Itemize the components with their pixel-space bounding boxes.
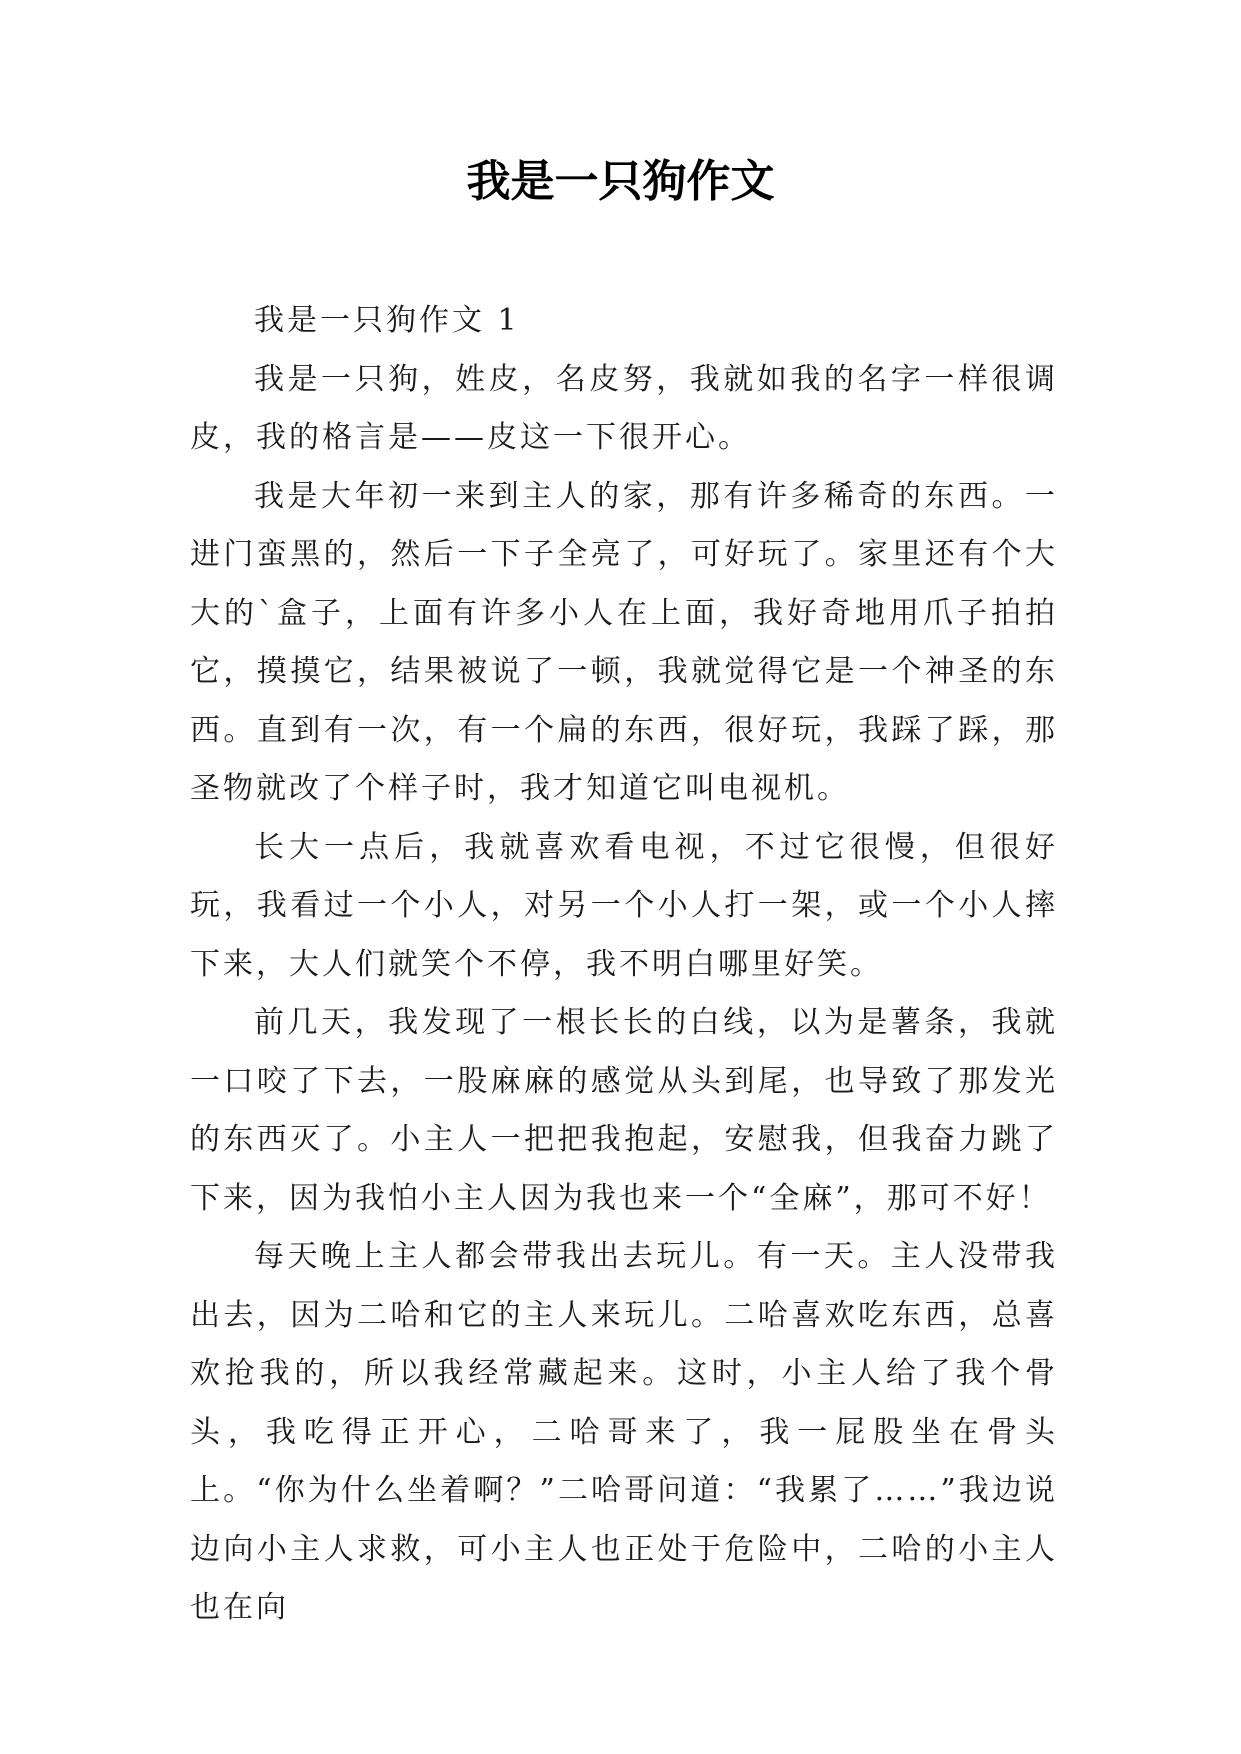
paragraph: 长大一点后，我就喜欢看电视，不过它很慢，但很好玩，我看过一个小人，对另一个小人打一架，或一个小人摔下来，大人们就笑个不停，我不明白哪里好笑。 (190, 829, 1058, 982)
paragraph: 前几天，我发现了一根长长的白线，以为是薯条，我就一口咬了下去，一股麻麻的感觉从头到尾，也导致了那发光的东西灭了。小主人一把把我抱起，安慰我，但我奋力跳了下来，因为我怕小主人因为我也来一个“全麻”，那可不好！ (190, 1005, 1058, 1216)
paragraph: 我是大年初一来到主人的家，那有许多稀奇的东西。一进门蛮黑的，然后一下子全亮了，可好玩了。家里还有个大大的`盒子，上面有许多小人在上面，我好奇地用爪子拍拍它，摸摸它，结果被说了一顿，我就觉得它是一个神圣的东西。直到有一次，有一个扁的东西，很好玩，我踩了踩，那圣物就改了个样子时，我才知道它叫电视机。 (190, 478, 1058, 806)
paragraph: 我是一只狗，姓皮，名皮努，我就如我的名字一样很调皮，我的格言是——皮这一下很开心。 (190, 361, 1058, 455)
paragraph: 每天晚上主人都会带我出去玩儿。有一天。主人没带我出去，因为二哈和它的主人来玩儿。二哈喜欢吃东西，总喜欢抢我的，所以我经常藏起来。这时，小主人给了我个骨头，我吃得正开心，二哈哥来了，我一屁股坐在骨头上。“你为什么坐着啊？”二哈哥问道：“我累了……”我边说边向小主人求救，可小主人也正处于危险中，二哈的小主人也在向 (190, 1239, 1058, 1625)
paragraph-heading: 我是一只狗作文 1 (254, 303, 520, 338)
document-body (190, 292, 1058, 1638)
document-title: 我是一只狗作文 (466, 156, 775, 207)
